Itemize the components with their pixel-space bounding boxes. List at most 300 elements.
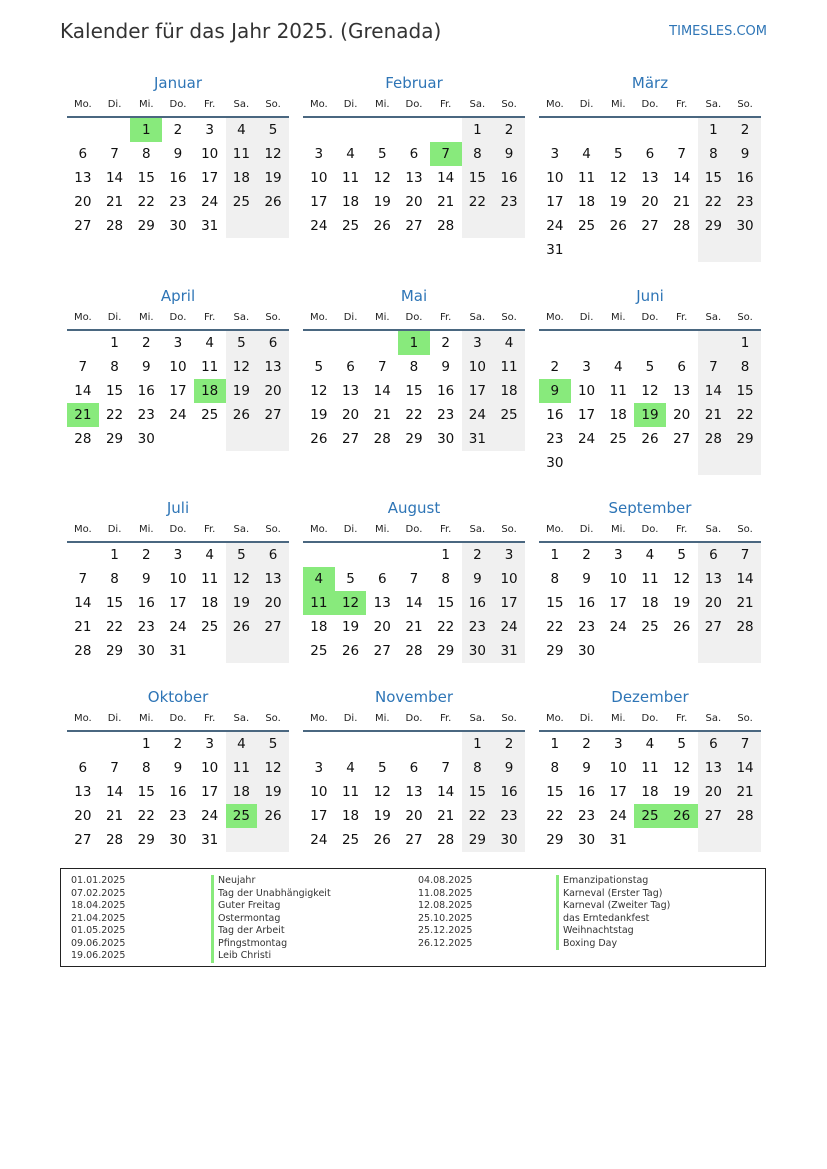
week-row — [67, 804, 289, 828]
empty-cell — [430, 118, 462, 142]
holiday-day: 19 — [634, 403, 666, 427]
month-3 — [67, 285, 289, 451]
day-cell: 5 — [677, 736, 686, 752]
day-cell: 2 — [493, 118, 525, 142]
weekday-label: Mi. — [138, 524, 154, 535]
empty-cell — [666, 639, 698, 663]
day-cell: 16 — [577, 784, 596, 800]
week-row — [539, 615, 761, 639]
day-cell: 19 — [609, 194, 627, 210]
day-cell: 17 — [462, 379, 494, 403]
day-cell: 18 — [310, 619, 328, 635]
weekday-label: Fr. — [203, 524, 216, 535]
empty-cell — [602, 639, 634, 663]
day-cell: 28 — [729, 804, 761, 828]
day-cell: 27 — [673, 431, 691, 447]
day-cell: 15 — [729, 379, 761, 403]
empty-cell — [335, 732, 367, 756]
weekday-label: So. — [737, 99, 753, 110]
day-cell: 10 — [201, 146, 219, 162]
day-cell: 18 — [641, 784, 659, 800]
week-row — [539, 567, 761, 591]
day-cell: 22 — [437, 619, 455, 635]
empty-cell — [257, 828, 289, 852]
legend-names-right — [556, 875, 670, 950]
weekday-label: Di. — [107, 524, 122, 535]
day-cell: 13 — [405, 784, 423, 800]
day-cell: 22 — [105, 619, 124, 635]
weekday-label: Fr. — [439, 312, 452, 323]
day-cell: 15 — [437, 595, 455, 611]
day-cell: 26 — [226, 403, 258, 427]
day-cell: 26 — [257, 190, 289, 214]
weekday-label: Fr. — [439, 524, 452, 535]
week-row — [67, 403, 289, 427]
empty-cell — [99, 732, 131, 756]
day-cell: 13 — [698, 756, 730, 780]
day-cell: 13 — [673, 383, 691, 399]
weekday-label: Mi. — [138, 99, 154, 110]
day-cell: 6 — [698, 543, 730, 567]
weekday-label: Fr. — [439, 713, 452, 724]
day-cell: 6 — [698, 732, 730, 756]
weekday-label: Sa. — [705, 524, 722, 535]
day-cell: 26 — [341, 643, 360, 659]
month-name: Februar — [385, 74, 443, 92]
week-row — [67, 639, 289, 663]
week-row — [67, 142, 289, 166]
site-link[interactable]: TIMESLES.COM — [669, 24, 767, 39]
empty-cell — [303, 543, 335, 567]
day-cell: 4 — [205, 335, 214, 351]
day-cell: 3 — [582, 359, 591, 375]
empty-cell — [99, 118, 131, 142]
week-row — [303, 639, 525, 663]
weekday-header — [303, 519, 525, 543]
day-cell: 12 — [373, 784, 391, 800]
day-cell: 2 — [173, 122, 183, 138]
weekday-label: Sa. — [233, 99, 250, 110]
day-cell: 9 — [173, 760, 183, 776]
weekday-header — [303, 94, 525, 118]
day-cell: 2 — [441, 335, 450, 351]
day-cell: 25 — [201, 407, 219, 423]
empty-cell — [634, 451, 666, 475]
week-row — [539, 427, 761, 451]
day-cell: 29 — [137, 218, 155, 234]
day-cell: 9 — [173, 146, 183, 162]
day-cell: 9 — [462, 567, 494, 591]
day-cell: 22 — [546, 808, 564, 824]
weekday-label: So. — [737, 312, 753, 323]
day-cell: 15 — [405, 383, 423, 399]
empty-cell — [257, 214, 289, 238]
day-cell: 17 — [169, 383, 187, 399]
empty-cell — [571, 238, 603, 262]
empty-cell — [462, 214, 494, 238]
week-row — [539, 828, 761, 852]
week-row — [67, 567, 289, 591]
day-cell: 30 — [493, 828, 525, 852]
month-name: Juni — [636, 287, 664, 305]
day-cell: 8 — [441, 571, 450, 587]
day-cell: 18 — [341, 194, 360, 210]
weekday-label: Mi. — [374, 524, 390, 535]
weekday-label: Mi. — [610, 713, 626, 724]
month-8 — [539, 497, 761, 663]
day-cell: 10 — [577, 383, 596, 399]
empty-cell — [226, 427, 258, 451]
holiday-day: 21 — [67, 403, 99, 427]
week-row — [303, 732, 525, 756]
empty-cell — [634, 331, 666, 355]
day-cell: 4 — [226, 118, 258, 142]
month-0 — [67, 72, 289, 238]
week-row — [303, 567, 525, 591]
day-cell: 16 — [137, 383, 155, 399]
weekday-header — [67, 708, 289, 732]
weekday-label: Do. — [641, 312, 659, 323]
day-cell: 5 — [645, 359, 655, 375]
legend-holiday-name: Guter Freitag — [211, 900, 331, 913]
day-cell: 13 — [74, 170, 92, 186]
day-cell: 25 — [577, 218, 596, 234]
day-cell: 15 — [137, 784, 155, 800]
empty-cell — [539, 118, 571, 142]
month-9 — [67, 686, 289, 852]
empty-cell — [303, 732, 335, 756]
week-row — [67, 214, 289, 238]
weekday-header — [67, 519, 289, 543]
weekday-label: Do. — [405, 312, 423, 323]
weekday-label: Mo. — [309, 99, 328, 110]
month-11 — [539, 686, 761, 852]
day-cell: 8 — [550, 571, 560, 587]
day-cell: 7 — [409, 571, 419, 587]
day-cell: 9 — [141, 571, 151, 587]
day-cell: 9 — [582, 571, 591, 587]
empty-cell — [666, 828, 698, 852]
month-name: Mai — [400, 287, 428, 305]
legend-date: 25.12.2025 — [418, 925, 473, 936]
day-cell: 3 — [493, 543, 525, 567]
week-row — [539, 451, 761, 475]
week-row — [67, 355, 289, 379]
day-cell: 8 — [110, 571, 119, 587]
day-cell: 22 — [105, 407, 124, 423]
day-cell: 8 — [409, 359, 419, 375]
day-cell: 11 — [201, 571, 219, 587]
weekday-label: So. — [501, 524, 517, 535]
weekday-header — [539, 519, 761, 543]
weekday-label: Do. — [169, 713, 187, 724]
day-cell: 17 — [546, 194, 564, 210]
month-2 — [539, 72, 761, 262]
day-cell: 30 — [169, 832, 187, 848]
week-row — [67, 756, 289, 780]
month-7 — [303, 497, 525, 663]
day-cell: 27 — [74, 218, 92, 234]
day-cell: 20 — [74, 194, 92, 210]
day-cell: 3 — [462, 331, 494, 355]
day-cell: 5 — [257, 118, 289, 142]
weekday-label: Di. — [343, 524, 358, 535]
day-cell: 29 — [462, 828, 494, 852]
week-row — [67, 591, 289, 615]
day-cell: 1 — [729, 331, 761, 355]
day-cell: 27 — [257, 615, 289, 639]
day-cell: 19 — [257, 166, 289, 190]
day-cell: 15 — [137, 170, 155, 186]
empty-cell — [729, 639, 761, 663]
legend-holiday-name: Leib Christi — [211, 950, 331, 963]
day-cell: 19 — [673, 784, 691, 800]
day-cell: 1 — [550, 547, 560, 563]
week-row — [539, 804, 761, 828]
weekday-header — [539, 307, 761, 331]
day-cell: 29 — [137, 832, 155, 848]
empty-cell — [698, 238, 730, 262]
weekday-label: Sa. — [469, 713, 486, 724]
legend-holiday-name: das Erntedankfest — [556, 913, 670, 926]
week-row — [67, 190, 289, 214]
weekday-label: Do. — [169, 312, 187, 323]
day-cell: 10 — [310, 784, 328, 800]
weekday-label: Fr. — [203, 312, 216, 323]
day-cell: 20 — [74, 808, 92, 824]
day-cell: 12 — [257, 142, 289, 166]
day-cell: 14 — [373, 383, 391, 399]
week-row — [303, 355, 525, 379]
legend-holiday-name: Pfingstmontag — [211, 938, 331, 951]
day-cell: 16 — [546, 407, 564, 423]
day-cell: 4 — [645, 736, 655, 752]
day-cell: 3 — [173, 335, 183, 351]
weekday-label: Fr. — [675, 713, 688, 724]
day-cell: 20 — [405, 194, 423, 210]
empty-cell — [571, 331, 603, 355]
legend-holiday-name: Neujahr — [211, 875, 331, 888]
holiday-day: 7 — [430, 142, 462, 166]
month-name: Oktober — [147, 688, 209, 706]
week-row — [539, 238, 761, 262]
day-cell: 14 — [437, 170, 455, 186]
week-row — [303, 331, 525, 355]
day-cell: 20 — [641, 194, 659, 210]
day-cell: 20 — [373, 619, 391, 635]
day-cell: 21 — [437, 194, 455, 210]
weekday-label: Sa. — [233, 524, 250, 535]
day-cell: 20 — [698, 780, 730, 804]
day-cell: 15 — [546, 595, 564, 611]
day-cell: 5 — [226, 331, 258, 355]
empty-cell — [698, 639, 730, 663]
month-10 — [303, 686, 525, 852]
empty-cell — [366, 543, 398, 567]
weekday-label: Do. — [169, 524, 187, 535]
week-row — [539, 331, 761, 355]
empty-cell — [571, 118, 603, 142]
day-cell: 11 — [641, 760, 659, 776]
day-cell: 4 — [226, 732, 258, 756]
day-cell: 2 — [729, 118, 761, 142]
day-cell: 21 — [673, 194, 691, 210]
day-cell: 8 — [141, 146, 151, 162]
day-cell: 17 — [577, 407, 596, 423]
day-cell: 15 — [698, 166, 730, 190]
day-cell: 17 — [201, 170, 219, 186]
empty-cell — [366, 118, 398, 142]
day-cell: 28 — [673, 218, 691, 234]
week-row — [67, 331, 289, 355]
weekday-label: So. — [501, 713, 517, 724]
day-cell: 27 — [405, 832, 423, 848]
day-cell: 15 — [462, 780, 494, 804]
day-cell: 16 — [493, 166, 525, 190]
empty-cell — [226, 828, 258, 852]
empty-cell — [729, 451, 761, 475]
day-cell: 25 — [609, 431, 627, 447]
day-cell: 26 — [609, 218, 627, 234]
day-cell: 12 — [673, 571, 691, 587]
week-row — [539, 732, 761, 756]
day-cell: 3 — [314, 760, 324, 776]
month-name: Dezember — [611, 688, 689, 706]
day-cell: 6 — [78, 146, 88, 162]
day-cell: 23 — [169, 808, 187, 824]
weekday-label: Di. — [579, 312, 594, 323]
day-cell: 28 — [698, 427, 730, 451]
empty-cell — [634, 639, 666, 663]
day-cell: 1 — [141, 736, 151, 752]
empty-cell — [602, 238, 634, 262]
day-cell: 8 — [550, 760, 560, 776]
legend-date: 21.04.2025 — [71, 912, 126, 924]
day-cell: 29 — [105, 643, 124, 659]
day-cell: 18 — [341, 808, 360, 824]
empty-cell — [67, 732, 99, 756]
day-cell: 31 — [201, 832, 219, 848]
week-row — [539, 780, 761, 804]
week-row — [303, 403, 525, 427]
week-row — [67, 780, 289, 804]
day-cell: 12 — [609, 170, 627, 186]
legend-date: 18.04.2025 — [71, 900, 126, 911]
day-cell: 14 — [673, 170, 691, 186]
day-cell: 26 — [373, 832, 391, 848]
day-cell: 19 — [226, 379, 258, 403]
day-cell: 24 — [201, 808, 219, 824]
weekday-label: Mi. — [374, 713, 390, 724]
weekday-label: Sa. — [469, 312, 486, 323]
day-cell: 21 — [405, 619, 423, 635]
day-cell: 26 — [641, 431, 659, 447]
day-cell: 8 — [462, 142, 494, 166]
weekday-label: Di. — [343, 99, 358, 110]
day-cell: 20 — [341, 407, 360, 423]
holiday-day: 11 — [303, 591, 335, 615]
weekday-label: Mi. — [610, 312, 626, 323]
weekday-label: Sa. — [469, 524, 486, 535]
week-row — [303, 190, 525, 214]
weekday-label: Mo. — [73, 99, 92, 110]
day-cell: 24 — [609, 808, 627, 824]
holiday-day: 1 — [130, 118, 162, 142]
empty-cell — [602, 331, 634, 355]
empty-cell — [194, 639, 226, 663]
legend-date: 25.10.2025 — [418, 912, 473, 924]
weekday-label: So. — [501, 312, 517, 323]
day-cell: 23 — [546, 431, 564, 447]
day-cell: 6 — [409, 146, 419, 162]
day-cell: 29 — [546, 832, 564, 848]
day-cell: 4 — [205, 547, 214, 563]
day-cell: 27 — [641, 218, 659, 234]
day-cell: 19 — [373, 194, 391, 210]
empty-cell — [194, 427, 226, 451]
day-cell: 14 — [698, 379, 730, 403]
empty-cell — [634, 828, 666, 852]
week-row — [303, 756, 525, 780]
day-cell: 26 — [257, 804, 289, 828]
week-row — [67, 427, 289, 451]
day-cell: 13 — [341, 383, 360, 399]
weekday-label: Fr. — [675, 99, 688, 110]
day-cell: 6 — [257, 331, 289, 355]
holiday-day: 4 — [303, 567, 335, 591]
day-cell: 6 — [346, 359, 355, 375]
weekday-label: Mi. — [374, 99, 390, 110]
day-cell: 28 — [105, 832, 124, 848]
holiday-day: 9 — [539, 379, 571, 403]
day-cell: 23 — [462, 615, 494, 639]
weekday-header — [67, 307, 289, 331]
day-cell: 10 — [546, 170, 564, 186]
holiday-day: 26 — [666, 804, 698, 828]
day-cell: 2 — [550, 359, 560, 375]
holiday-day: 25 — [634, 804, 666, 828]
day-cell: 19 — [673, 595, 691, 611]
weekday-label: Mo. — [545, 524, 564, 535]
week-row — [303, 615, 525, 639]
empty-cell — [493, 427, 525, 451]
day-cell: 22 — [462, 190, 494, 214]
empty-cell — [666, 118, 698, 142]
day-cell: 21 — [729, 780, 761, 804]
weekday-label: So. — [265, 524, 281, 535]
day-cell: 24 — [493, 615, 525, 639]
empty-cell — [666, 331, 698, 355]
day-cell: 25 — [341, 832, 360, 848]
weekday-header — [303, 307, 525, 331]
day-cell: 4 — [645, 547, 655, 563]
day-cell: 17 — [201, 784, 219, 800]
week-row — [67, 379, 289, 403]
day-cell: 8 — [462, 756, 494, 780]
day-cell: 7 — [78, 571, 88, 587]
day-cell: 18 — [493, 379, 525, 403]
weekday-label: Mo. — [309, 713, 328, 724]
day-cell: 9 — [493, 142, 525, 166]
week-row — [539, 166, 761, 190]
day-cell: 10 — [169, 571, 187, 587]
weekday-label: Di. — [107, 312, 122, 323]
day-cell: 23 — [437, 407, 455, 423]
empty-cell — [257, 427, 289, 451]
day-cell: 31 — [546, 242, 564, 258]
day-cell: 29 — [105, 431, 124, 447]
weekday-label: Fr. — [203, 99, 216, 110]
